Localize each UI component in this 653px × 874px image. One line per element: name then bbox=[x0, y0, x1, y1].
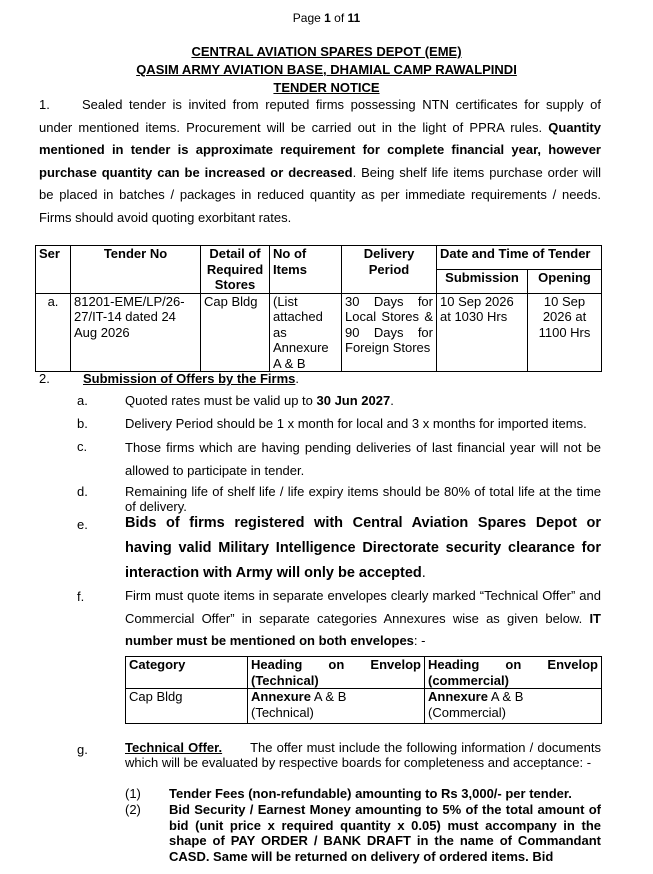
col-heading-commercial: Heading on Envelop (commercial) bbox=[425, 657, 602, 689]
section-2-heading: 2. Submission of Offers by the Firms. bbox=[39, 371, 299, 386]
item-label: a. bbox=[77, 393, 88, 408]
item-d: Remaining life of shelf life / life expiry items should be 80% of total life at the time of delivery. bbox=[125, 484, 601, 514]
page-number: Page 1 of 11 bbox=[292, 11, 361, 25]
sub-item-1: Tender Fees (non-refundable) amounting to Rs 3,000/- per tender. bbox=[169, 786, 572, 801]
item-b: Delivery Period should be 1 x month for local and 3 x months for imported items. bbox=[125, 416, 587, 431]
col-detail: Detail of Required Stores bbox=[201, 246, 270, 294]
para-number: 1. bbox=[39, 97, 50, 112]
col-delivery: Delivery Period bbox=[342, 246, 437, 294]
item-label: d. bbox=[77, 484, 88, 499]
sub-item-label: (2) bbox=[125, 802, 141, 817]
item-label: e. bbox=[77, 517, 88, 532]
header-title: TENDER NOTICE bbox=[273, 80, 380, 95]
item-c: Those firms which are having pending deliveries of last financial year will not be allowed to participate in tender. bbox=[125, 440, 601, 478]
sub-item-label: (1) bbox=[125, 786, 141, 801]
item-label: b. bbox=[77, 416, 88, 431]
header-address: QASIM ARMY AVIATION BASE, DHAMIAL CAMP RAWALPINDI bbox=[136, 62, 517, 77]
col-date-time: Date and Time of Tender bbox=[437, 246, 602, 270]
paragraph-1: 1. Sealed tender is invited from reputed firms possessing NTN certificates for supply of under mentioned items. Procurement will be carried out in the light of PPRA rules. Quantity mentioned in tender is approximate requirement for complete financial year, however purchase quantity can be increased or decreased. Being shelf life items purchase order will be placed in batches / packages in reduced quantity as per immediate requirements / needs. Firms should avoid quoting exorbitant rates. bbox=[39, 94, 601, 229]
item-a: Quoted rates must be valid up to 30 Jun 2027. bbox=[125, 393, 394, 408]
col-items: No of Items bbox=[270, 246, 342, 294]
col-tender-no: Tender No bbox=[71, 246, 201, 294]
sub-item-2: Bid Security / Earnest Money amounting to 5% of the total amount of bid (unit price x required quantity x 0.05) must accompany in the shape of PAY ORDER / BANK DRAFT in the name of Commandant CASD. Same will be returned on delivery of ordered items. Bid bbox=[169, 802, 601, 864]
item-label: f. bbox=[77, 589, 85, 604]
item-g: Technical Offer. The offer must include the following information / documents which will be evaluated by respective boards for completeness and acceptance: - bbox=[125, 740, 601, 770]
col-ser: Ser bbox=[36, 246, 71, 294]
col-submission: Submission bbox=[437, 269, 528, 293]
tender-table bbox=[35, 245, 602, 372]
envelope-table bbox=[125, 656, 602, 724]
header-org: CENTRAL AVIATION SPARES DEPOT (EME) bbox=[191, 44, 462, 59]
item-f: Firm must quote items in separate envelopes clearly marked “Technical Offer” and Commercial Offer” in separate categories Annexures wise as given below. IT number must be mentioned on both envelopes: - bbox=[125, 588, 601, 648]
item-label: c. bbox=[77, 439, 88, 454]
col-category: Category bbox=[126, 657, 248, 689]
col-opening: Opening bbox=[528, 269, 602, 293]
col-heading-technical: Heading on Envelop (Technical) bbox=[248, 657, 425, 689]
table-row: Cap Bldg Annexure A & B (Technical) Annexure A & B (Commercial) bbox=[126, 689, 602, 724]
item-label: g. bbox=[77, 742, 88, 757]
item-e: Bids of firms registered with Central Aviation Spares Depot or having valid Military Intelligence Directorate security clearance for interaction with Army will only be accepted. bbox=[125, 515, 601, 581]
table-row: a. 81201-EME/LP/26-27/IT-14 dated 24 Aug 2026 Cap Bldg (List attached as Annexure A & B 30 Days for Local Stores & 90 Days for Foreign Stores 10 Sep 2026 at 1030 Hrs 10 Sep 2026 at 1100 Hrs bbox=[36, 293, 602, 372]
